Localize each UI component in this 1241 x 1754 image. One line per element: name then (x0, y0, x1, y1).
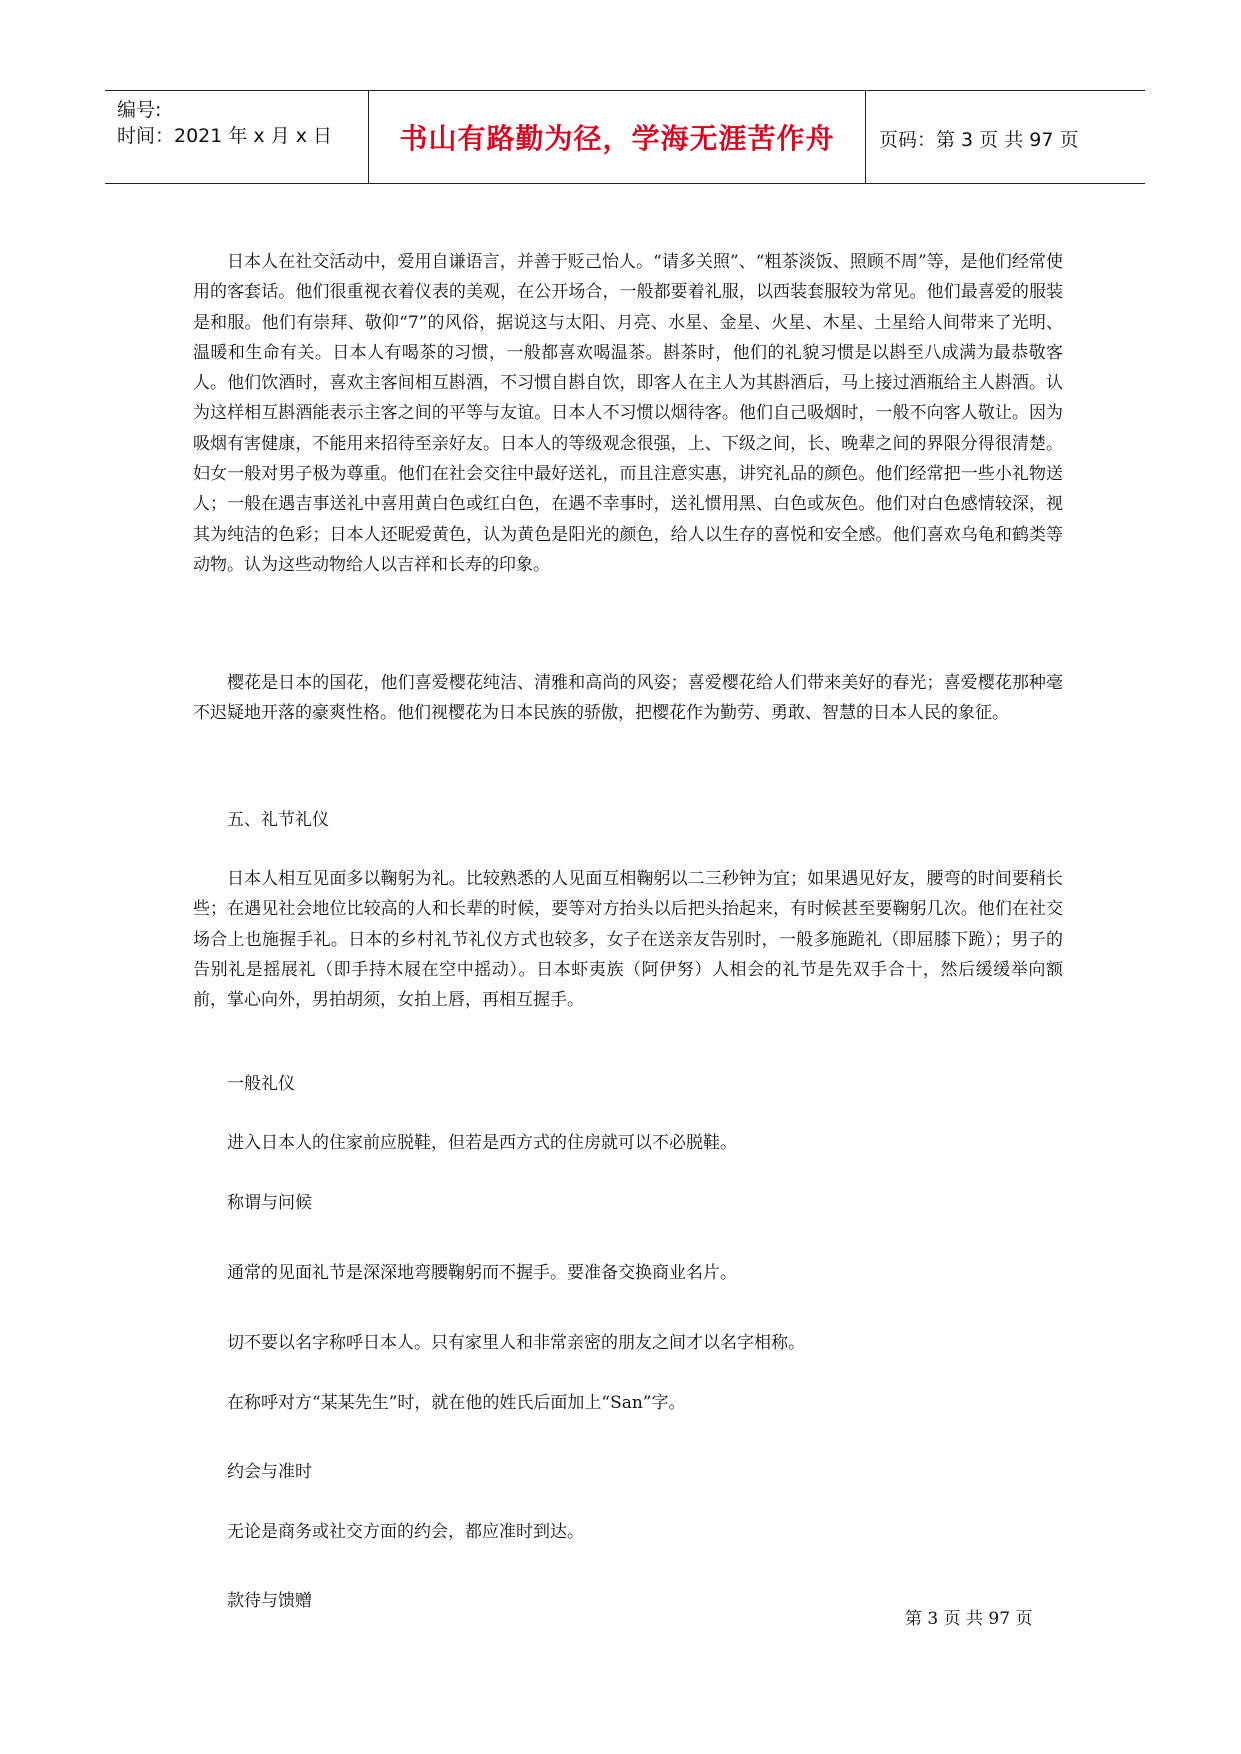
paragraph-etiquette (193, 864, 1063, 1015)
subheading-general: 一般礼仪 (227, 1074, 295, 1094)
number-label: 编号: (117, 99, 162, 121)
subheading-hospitality: 款待与馈赠 (227, 1591, 312, 1611)
text-line: 在称呼对方“某某先生”时，就在他的姓氏后面加上“San”字。 (227, 1393, 686, 1413)
subheading-appointments: 约会与准时 (227, 1462, 312, 1482)
footer-page-number: 第 3 页 共 97 页 (905, 1609, 1033, 1629)
header-page-cell (867, 91, 1145, 183)
section-heading: 五、礼节礼仪 (227, 810, 329, 830)
header-page-number: 页码：第 3 页 共 97 页 (879, 129, 1079, 151)
paragraph-text: 日本人在社交活动中，爱用自谦语言，并善于贬己怡人。“请多关照”、“粗茶淡饭、照顾不周”等，是他们经常使用的客套话。他们很重视衣着仪表的美观，在公开场合，一般都要着礼服，以西装套服较为常见。他们最喜爱的服装是和服。他们有崇拜、敬仰“7”的风俗，据说这与太阳、月亮、水星、金星、火星、木星、土星给人间带来了光明、温暖和生命有关。日本人有喝茶的习惯，一般都喜欢喝温茶。斟茶时，他们的礼貌习惯是以斟至八成满为最恭敬客人。他们饮酒时，喜欢主客间相互斟酒，不习惯自斟自饮，即客人在主人为其斟酒后，马上接过酒瓶给主人斟酒。认为这样相互斟酒能表示主客之间的平等与友谊。日本人不习惯以烟待客。他们自己吸烟时，一般不向客人敬让。因为吸烟有害健康，不能用来招待至亲好友。日本人的等级观念很强，上、下级之间，长、晚辈之间的界限分得很清楚。妇女一般对男子极为尊重。他们在社会交往中最好送礼，而且注意实惠，讲究礼品的颜色。他们经常把一些小礼物送人；一般在遇吉事送礼中喜用黄白色或红白色，在遇不幸事时，送礼惯用黑、白色或灰色。他们对白色感情较深，视其为纯洁的色彩；日本人还昵爱黄色，认为黄色是阳光的颜色，给人以生存的喜悦和安全感。他们喜欢乌龟和鹤类等动物。认为这些动物给人以吉祥和长寿的印象。 (193, 252, 1063, 575)
header-motto-cell (369, 91, 866, 183)
motto-text: 书山有路勤为径，学海无涯苦作舟 (399, 122, 835, 155)
text-line: 无论是商务或社交方面的约会，都应准时到达。 (227, 1522, 584, 1542)
paragraph-text: 日本人相互见面多以鞠躬为礼。比较熟悉的人见面互相鞠躬以二三秒钟为宜；如果遇见好友，腰弯的时间要稍长些；在遇见社会地位比较高的人和长辈的时候，要等对方抬头以后把头抬起来，有时候甚至要鞠躬几次。他们在社交场合上也施握手礼。日本的乡村礼节礼仪方式也较多，女子在送亲友告别时，一般多施跪礼（即屈膝下跪）；男子的告别礼是摇展礼（即手持木屐在空中摇动）。日本虾夷族（阿伊努）人相会的礼节是先双手合十，然后缓缓举向额前，掌心向外，男拍胡须，女拍上唇，再相互握手。 (193, 869, 1063, 1011)
text-line: 切不要以名字称呼日本人。只有家里人和非常亲密的朋友之间才以名字相称。 (227, 1333, 805, 1353)
subheading-greeting: 称谓与问候 (227, 1193, 312, 1213)
text-line: 通常的见面礼节是深深地弯腰鞠躬而不握手。要准备交换商业名片。 (227, 1263, 737, 1283)
paragraph-cherry-blossom (193, 668, 1063, 729)
page-header (105, 90, 1145, 184)
header-left-cell (105, 91, 369, 183)
paragraph-customs (193, 247, 1063, 580)
paragraph-text: 樱花是日本的国花，他们喜爱樱花纯洁、清雅和高尚的风姿；喜爱樱花给人们带来美好的春光；喜爱樱花那种毫不迟疑地开落的豪爽性格。他们视樱花为日本民族的骄傲，把樱花作为勤劳、勇敢、智慧的日本人民的象征。 (193, 673, 1063, 724)
time-label: 时间：2021 年 x 月 x 日 (117, 125, 333, 147)
text-line: 进入日本人的住家前应脱鞋，但若是西方式的住房就可以不必脱鞋。 (227, 1133, 737, 1153)
